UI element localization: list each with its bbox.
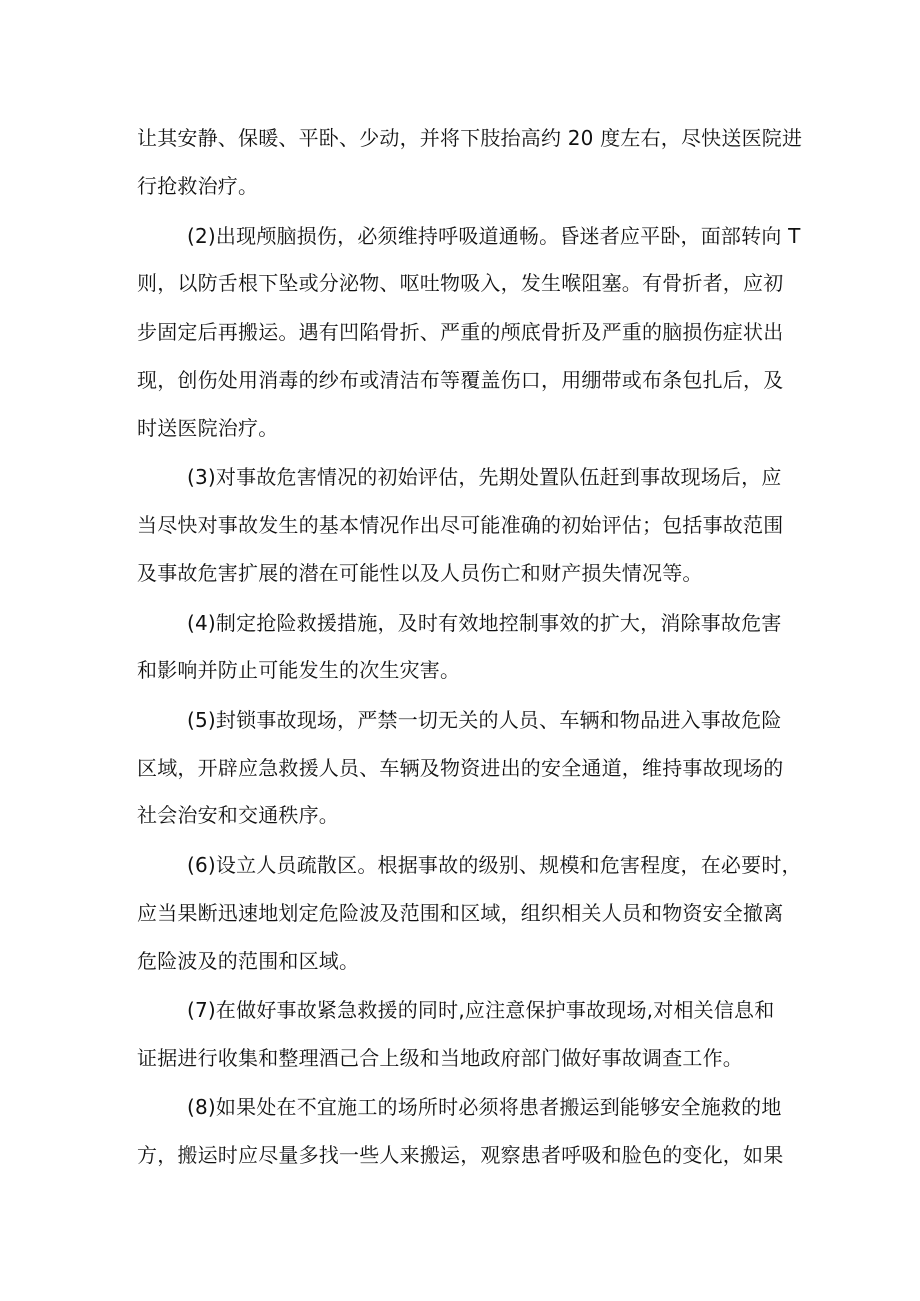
text-line: 社会治安和交通秩序。 xyxy=(137,803,339,827)
text-line: 和影响并防止可能发生的次生灾害。 xyxy=(137,658,461,682)
paragraph-start-line: (5)封锁事故现场，严禁一切无关的人员、车辆和物品进入事故危险 xyxy=(187,708,782,732)
text-line: 行抢救治疗。 xyxy=(137,174,259,198)
text-line: 及事故危害扩展的潜在可能性以及人员伤亡和财产损失情况等。 xyxy=(137,561,703,585)
text-line: 当尽快对事故发生的基本情况作出尽可能准确的初始评估；包括事故范围 xyxy=(137,513,784,537)
text-line: 现，创伤处用消毒的纱布或清洁布等覆盖伤口，用绷带或布条包扎后，及 xyxy=(137,368,784,392)
text-line: 则，以防舌根下坠或分泌物、呕吐物吸入，发生喉阻塞。有骨折者，应初 xyxy=(137,271,784,295)
text-line: 让其安静、保暖、平卧、少动，并将下肢抬高约 20 度左右，尽快送医院进 xyxy=(137,126,803,150)
paragraph-start-line: (7)在做好事故紧急救援的同时,应注意保护事故现场,对相关信息和 xyxy=(187,998,775,1022)
paragraph-start-line: (2)出现颅脑损伤，必须维持呼吸道通畅。昏迷者应平卧，面部转向 T xyxy=(187,224,801,248)
paragraph-start-line: (8)如果处在不宜施工的场所时必须将患者搬运到能够安全施救的地 xyxy=(187,1095,782,1119)
text-line: 危险波及的范围和区域。 xyxy=(137,949,360,973)
paragraph-start-line: (4)制定抢险救援措施，及时有效地控制事效的扩大，消除事故危害 xyxy=(187,611,782,635)
text-line: 方，搬运时应尽量多找一些人来搬运，观察患者呼吸和脸色的变化，如果 xyxy=(137,1143,784,1167)
paragraph-start-line: (3)对事故危害情况的初始评估，先期处置队伍赶到事故现场后，应 xyxy=(187,465,782,489)
text-line: 应当果断迅速地划定危险波及范围和区域，组织相关人员和物资安全撤离 xyxy=(137,901,784,925)
text-line: 步固定后再搬运。遇有凹陷骨折、严重的颅底骨折及严重的脑损伤症状出 xyxy=(137,320,784,344)
paragraph-start-line: (6)设立人员疏散区。根据事故的级别、规模和危害程度，在必要时， xyxy=(187,853,802,877)
text-line: 证据进行收集和整理酒己合上级和当地政府部门做好事故调查工作。 xyxy=(137,1046,743,1070)
text-line: 区域，开辟应急救援人员、车辆及物资进出的安全通道，维持事故现场的 xyxy=(137,756,784,780)
text-line: 时送医院治疗。 xyxy=(137,416,279,440)
